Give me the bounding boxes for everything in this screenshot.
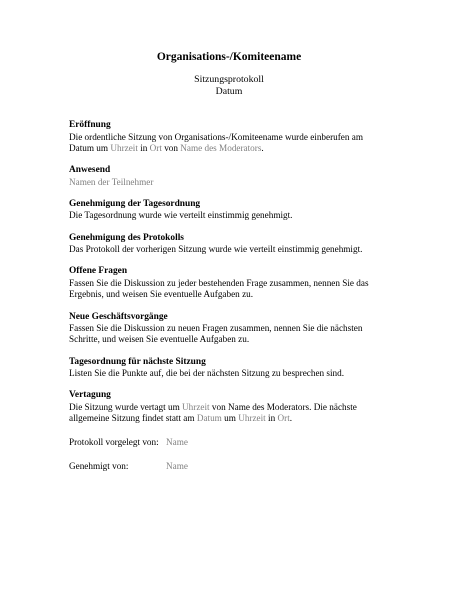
doc-type: Sitzungsprotokoll	[194, 74, 264, 85]
adjournment-line-1	[69, 402, 389, 413]
heading-agenda-approval: Genehmigung der Tagesordnung	[69, 198, 201, 209]
approved-by-name: Name	[166, 460, 188, 471]
adjournment-text-d: um	[221, 413, 239, 424]
agenda-approval-text: Die Tagesordnung wurde wie verteilt einstimmig genehmigt.	[69, 210, 293, 221]
opening-text-d: .	[261, 142, 264, 153]
placeholder-place: Ort	[149, 142, 162, 153]
meeting-date: Datum	[215, 86, 243, 97]
heading-minutes-approval: Genehmigung des Protokolls	[69, 232, 184, 243]
section-agenda-approval	[69, 199, 389, 222]
submitted-by-name: Name	[166, 436, 188, 447]
signature-approved	[69, 461, 389, 472]
new-business-line-1: Fassen Sie die Diskussion zu neuen Fragen zusammen, nennen Sie die nächsten	[69, 323, 363, 334]
minutes-approval-text: Das Protokoll der vorherigen Sitzung wurde wie verteilt einstimmig genehmigt.	[69, 244, 363, 255]
opening-text-b: in	[137, 142, 150, 153]
opening-text-c: von	[161, 142, 181, 153]
adjournment-line-2	[69, 413, 389, 424]
heading-adjournment: Vertagung	[69, 390, 111, 401]
section-minutes-approval	[69, 233, 389, 256]
placeholder-next-place: Ort	[277, 413, 290, 424]
document-page	[69, 50, 389, 472]
open-questions-line-2: Ergebnis, und weisen Sie eventuelle Aufgaben zu.	[69, 289, 254, 300]
submitted-by-label: Protokoll vorgelegt von:	[69, 436, 159, 447]
placeholder-next-date: Datum	[196, 413, 222, 424]
heading-present: Anwesend	[69, 165, 111, 176]
placeholder-moderator: Name des Moderators	[180, 142, 262, 153]
placeholder-time: Uhrzeit	[110, 142, 138, 153]
signature-submitted	[69, 437, 389, 448]
opening-line-1: Die ordentliche Sitzung von Organisations-/Komiteename wurde einberufen am	[69, 131, 363, 142]
participant-names: Namen der Teilnehmer	[69, 176, 154, 187]
heading-next-agenda: Tagesordnung für nächste Sitzung	[69, 356, 206, 367]
heading-opening: Eröffnung	[69, 120, 111, 130]
approved-by-label: Genehmigt von:	[69, 460, 129, 471]
section-new-business	[69, 312, 389, 346]
section-adjournment	[69, 390, 389, 424]
placeholder-adjourn-time: Uhrzeit	[182, 401, 210, 412]
heading-open-questions: Offene Fragen	[69, 266, 128, 277]
opening-line-2	[69, 143, 389, 154]
heading-new-business: Neue Geschäftsvorgänge	[69, 311, 168, 322]
section-opening	[69, 120, 389, 154]
adjournment-text-e: in	[265, 413, 278, 424]
next-agenda-text: Listen Sie die Punkte auf, die bei der nächsten Sitzung zu besprechen sind.	[69, 368, 345, 379]
new-business-line-2: Schritte, und weisen Sie eventuelle Aufgaben zu.	[69, 334, 250, 345]
placeholder-next-time: Uhrzeit	[238, 413, 266, 424]
section-present	[69, 165, 389, 188]
section-open-questions	[69, 266, 389, 300]
org-title: Organisations-/Komiteename	[156, 51, 302, 63]
adjournment-text-c: allgemeine Sitzung findet statt am	[69, 413, 197, 424]
open-questions-line-1: Fassen Sie die Diskussion zu jeder bestehenden Frage zusammen, nennen Sie das	[69, 277, 369, 288]
adjournment-text-f: .	[289, 413, 293, 424]
adjournment-text-a: Die Sitzung wurde vertagt um	[69, 401, 183, 412]
opening-text-a: Datum um	[69, 142, 111, 153]
adjournment-text-b: von Name des Moderators. Die nächste	[209, 401, 357, 412]
section-next-agenda	[69, 357, 389, 380]
